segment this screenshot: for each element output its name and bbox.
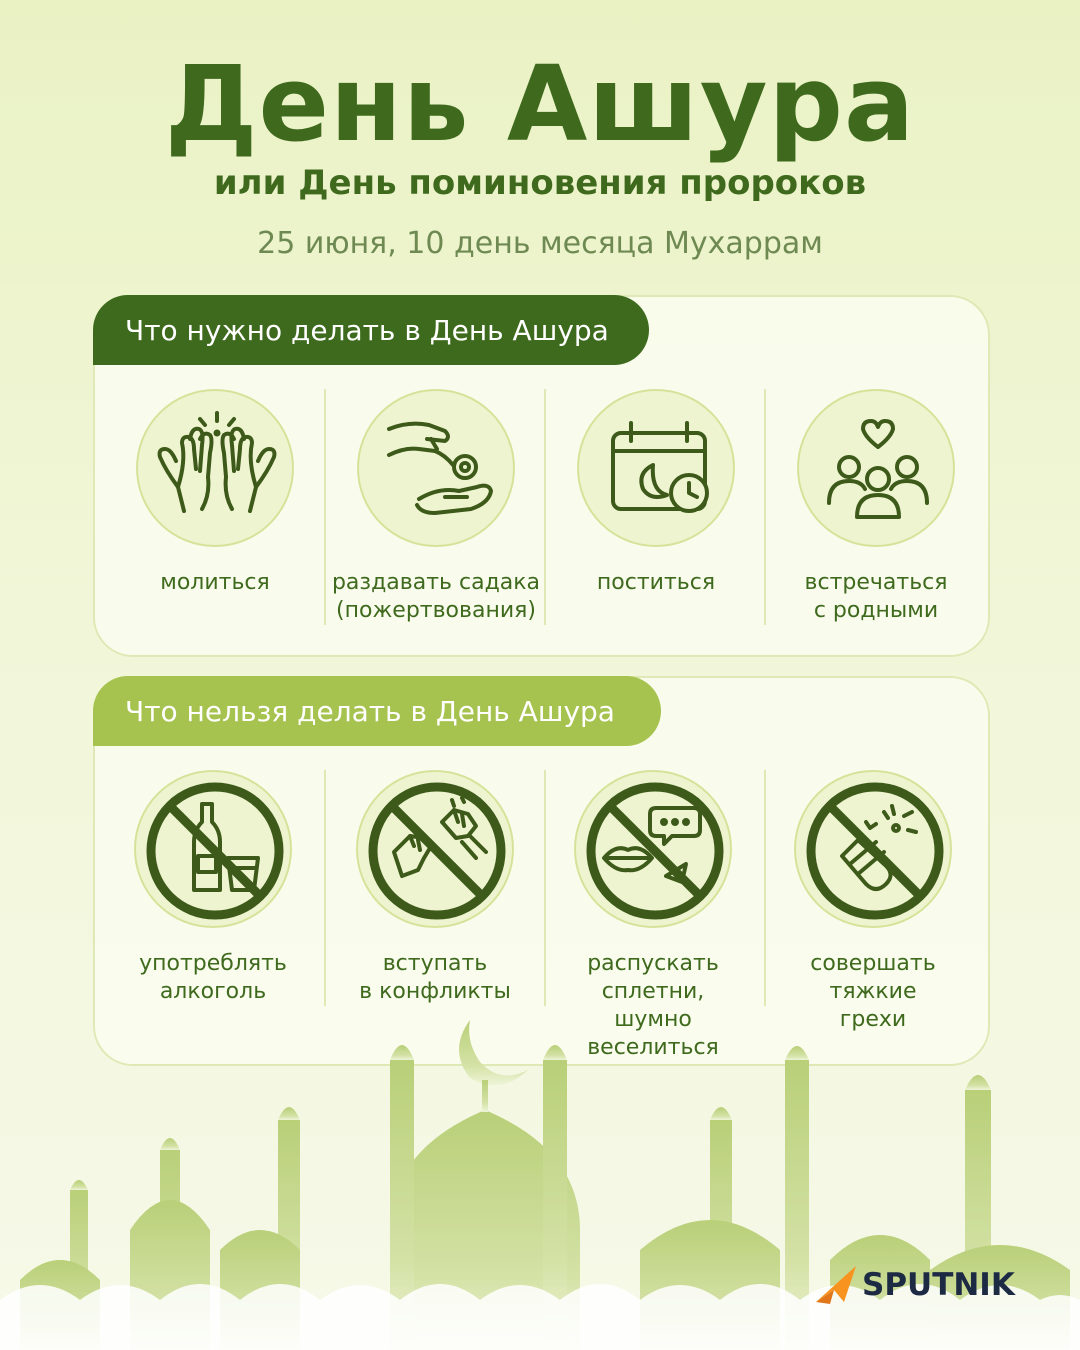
do-item-pray bbox=[105, 389, 325, 597]
do-item-family bbox=[766, 389, 986, 625]
dont-item-sins bbox=[763, 770, 983, 1034]
do-heading: Что нужно делать в День Ашура bbox=[93, 295, 649, 365]
no-fighting-icon bbox=[356, 770, 514, 928]
do-item-label: поститься bbox=[596, 570, 716, 595]
dont-item-label: распускать сплетни, шумно веселиться bbox=[587, 951, 719, 1060]
no-alcohol-icon bbox=[134, 770, 292, 928]
dont-heading: Что нельзя делать в День Ашура bbox=[93, 676, 661, 746]
do-item-label: раздавать садака (пожертвования) bbox=[331, 570, 541, 623]
do-panel bbox=[93, 295, 990, 657]
dont-item-label: употреблять алкоголь bbox=[139, 951, 287, 1004]
do-item-label: молиться bbox=[160, 570, 270, 595]
dont-item-alcohol bbox=[103, 770, 323, 1006]
family-heart-icon bbox=[797, 389, 955, 547]
sputnik-logo-icon bbox=[812, 1262, 860, 1308]
dont-item-label: совершать тяжкие грехи bbox=[810, 951, 936, 1032]
page-title: День Ашура bbox=[164, 43, 916, 165]
brand-name: SPUTNIK bbox=[862, 1267, 1015, 1303]
do-item-label: встречаться с родными bbox=[804, 570, 948, 623]
do-item-charity bbox=[326, 389, 546, 625]
date-line: 25 июня, 10 день месяца Мухаррам bbox=[257, 226, 823, 261]
no-party-icon bbox=[794, 770, 952, 928]
no-gossip-icon bbox=[574, 770, 732, 928]
praying-hands-icon bbox=[136, 389, 294, 547]
do-item-fast bbox=[546, 389, 766, 597]
calendar-moon-clock-icon bbox=[577, 389, 735, 547]
page-subtitle: или День поминовения пророков bbox=[213, 163, 867, 203]
dont-item-conflict bbox=[325, 770, 545, 1006]
dont-item-label: вступать в конфликты bbox=[359, 951, 511, 1004]
giving-coin-icon bbox=[357, 389, 515, 547]
sputnik-logo bbox=[812, 1262, 1042, 1308]
